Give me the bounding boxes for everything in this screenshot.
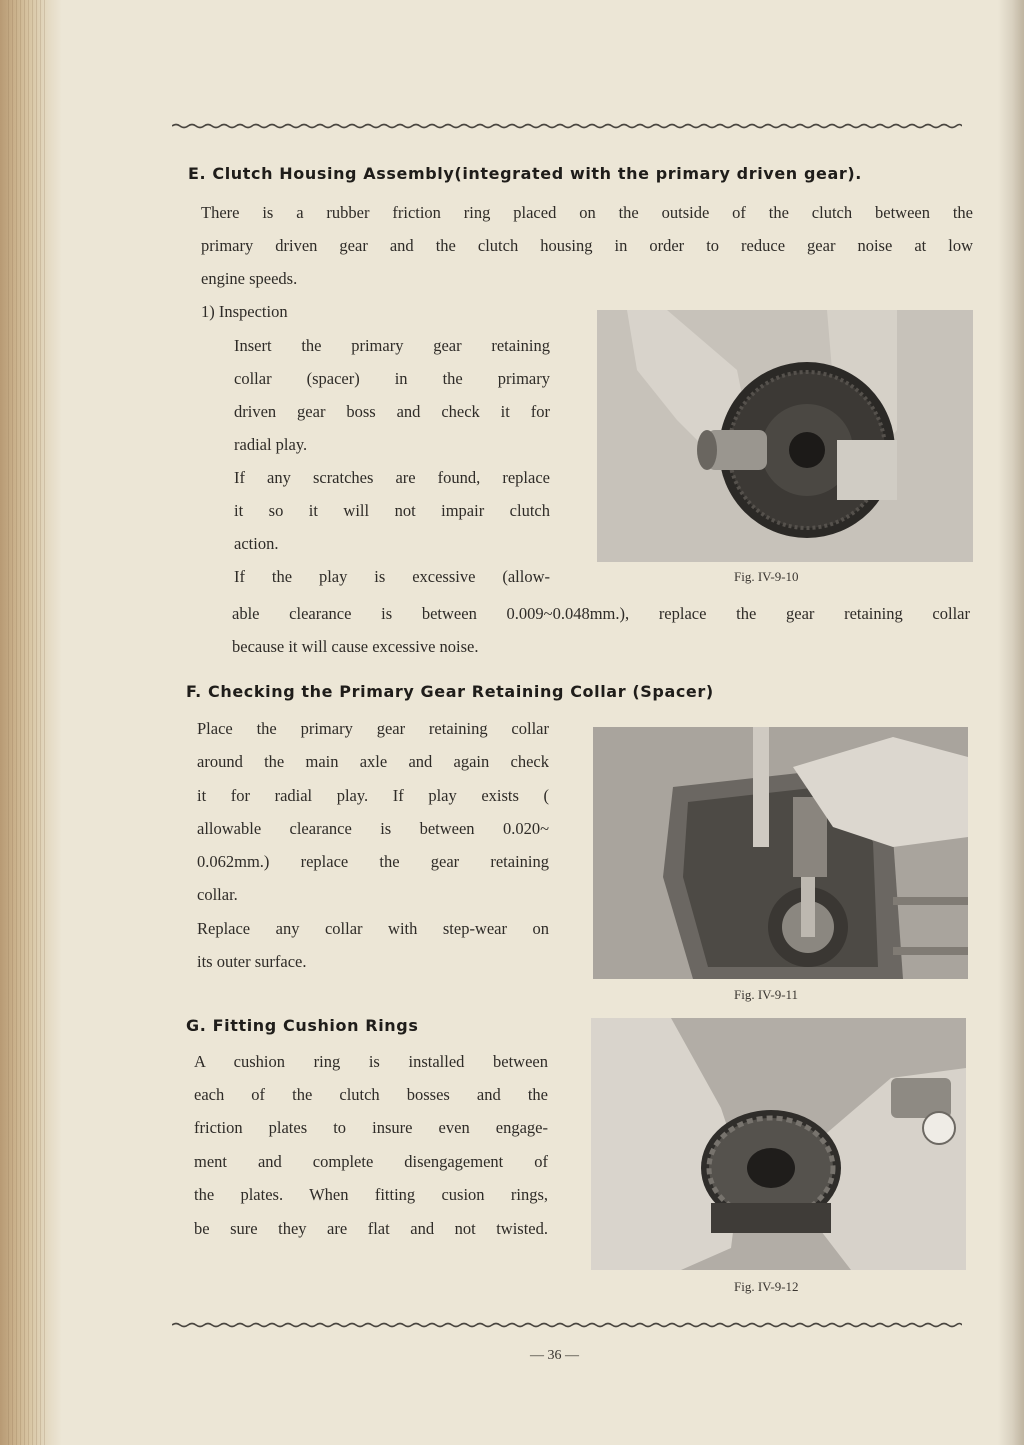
section-e-text-line-6: it so it will not impair clutch [234, 501, 550, 520]
section-g-text-line-3: friction plates to insure even engage- [194, 1118, 548, 1137]
bottom-decorative-rule [172, 1322, 962, 1328]
section-e-text-line-8: If the play is excessive (allow- [234, 567, 550, 586]
section-g-text-line-2: each of the clutch bosses and the [194, 1085, 548, 1104]
section-f-text-line-1: Place the primary gear retaining collar [197, 719, 549, 738]
figure-iv-9-12-caption: Fig. IV-9-12 [734, 1279, 799, 1294]
figure-clutch-housing-photo [597, 310, 973, 562]
inspection-item-title: 1) Inspection [201, 302, 288, 321]
section-f-text-line-4: allowable clearance is between 0.020~ [197, 819, 549, 838]
section-f-text-line-6: collar. [197, 885, 238, 904]
section-f-heading: F. Checking the Primary Gear Retaining Collar (Spacer) [186, 682, 714, 701]
section-e-text-line-3: driven gear boss and check it for [234, 402, 550, 421]
section-f-text-line-3: it for radial play. If play exists ( [197, 786, 549, 805]
section-f-text-line-2: around the main axle and again check [197, 752, 549, 771]
figure-iv-9-11-caption: Fig. IV-9-11 [734, 987, 799, 1002]
section-e-text-line-7: action. [234, 534, 279, 553]
section-g-text-line-5: the plates. When fitting cusion rings, [194, 1185, 548, 1204]
section-e-text-line-5: If any scratches are found, replace [234, 468, 550, 487]
section-e-text-line-1: Insert the primary gear retaining [234, 336, 550, 355]
section-e-heading: E. Clutch Housing Assembly(integrated with the primary driven gear). [188, 164, 862, 183]
section-g-text-line-1: A cushion ring is installed between [194, 1052, 548, 1071]
figure-cushion-ring-photo [591, 1018, 966, 1270]
section-e-intro-line-3: engine speeds. [201, 269, 298, 288]
section-e-intro-line-1: There is a rubber friction ring placed on the outside of the clutch between the [201, 203, 973, 222]
section-e-wide-line-1: able clearance is between 0.009~0.048mm.), replace the gear retaining collar [232, 604, 970, 623]
section-e-text-line-2: collar (spacer) in the primary [234, 369, 550, 388]
section-f-text-line-8: its outer surface. [197, 952, 307, 971]
page-edge-texture [8, 0, 48, 1445]
section-f-text-line-7: Replace any collar with step-wear on [197, 919, 549, 938]
section-e-intro-line-2: primary driven gear and the clutch housing in order to reduce gear noise at low [201, 236, 973, 255]
section-f-text-line-5: 0.062mm.) replace the gear retaining [197, 852, 549, 871]
section-g-heading: G. Fitting Cushion Rings [186, 1016, 419, 1035]
page-right-edge [998, 0, 1024, 1445]
page-number: — 36 — [530, 1348, 579, 1363]
section-e-wide-line-2: because it will cause excessive noise. [232, 637, 479, 656]
section-g-text-line-6: be sure they are flat and not twisted. [194, 1219, 548, 1238]
figure-iv-9-10-caption: Fig. IV-9-10 [734, 569, 799, 584]
section-e-text-line-4: radial play. [234, 435, 308, 454]
top-decorative-rule [172, 123, 962, 129]
section-g-text-line-4: ment and complete disengagement of [194, 1152, 548, 1171]
figure-crankcase-collar-photo [593, 727, 968, 979]
